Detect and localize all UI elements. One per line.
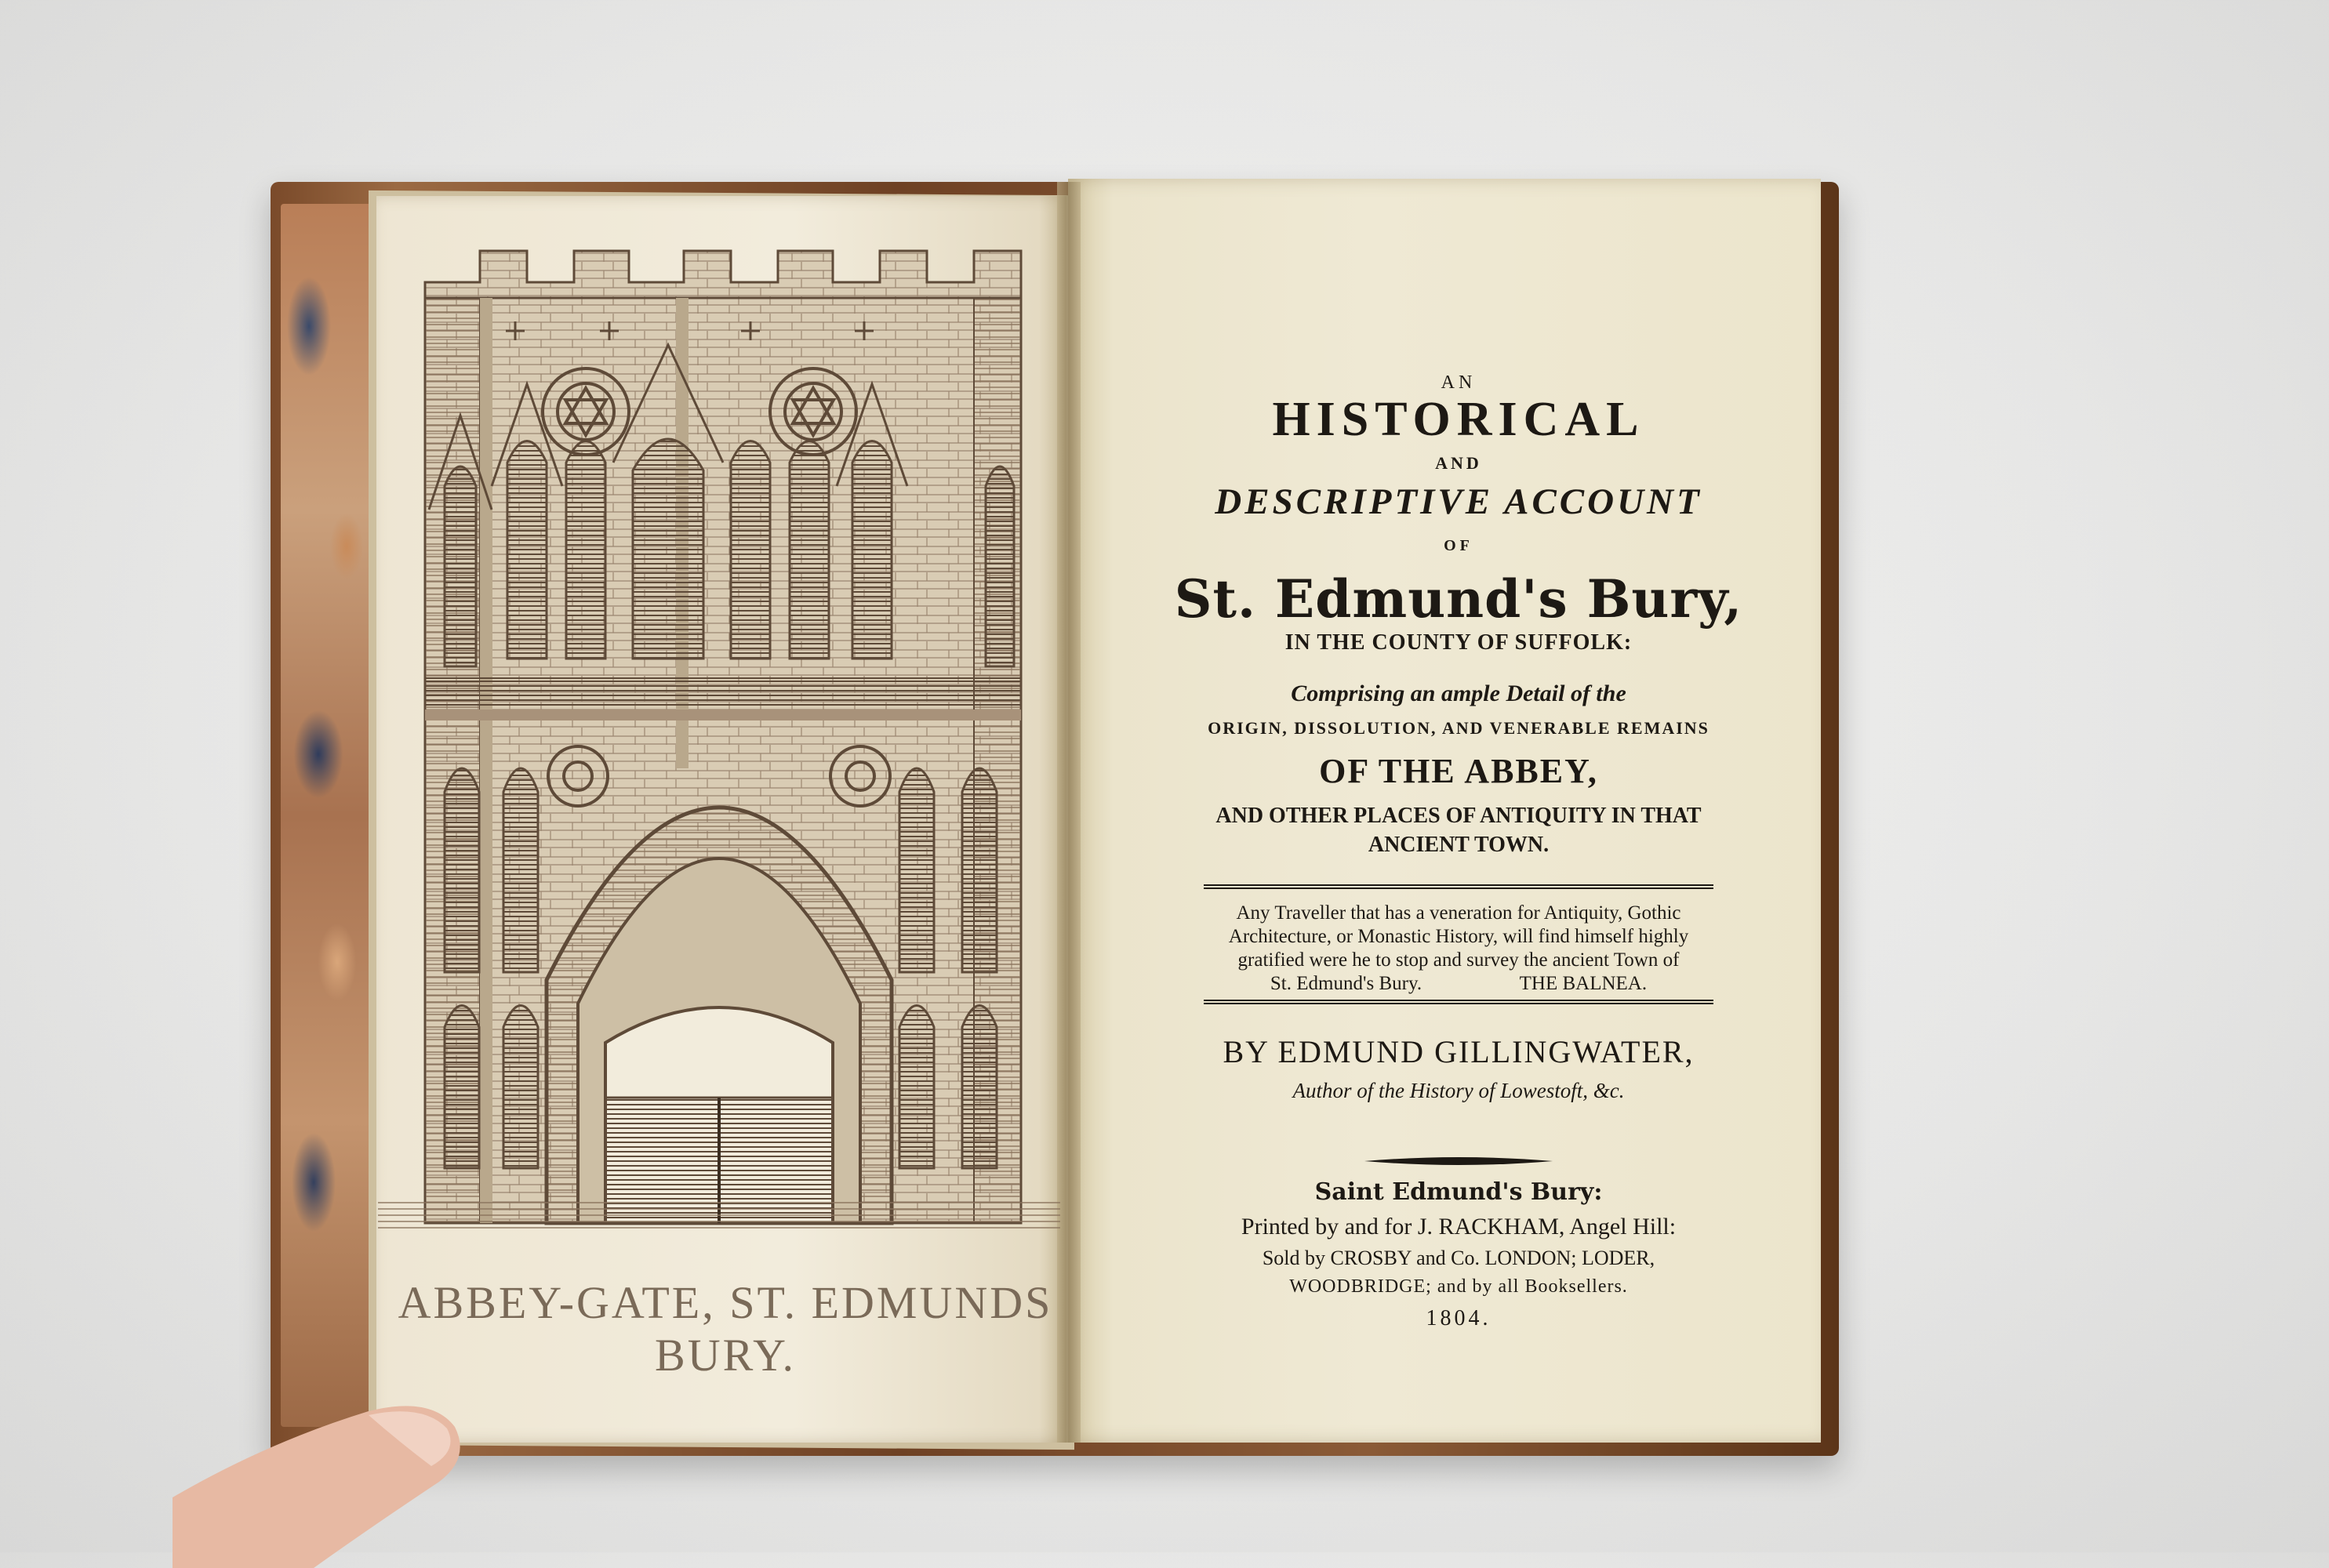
imprint-woodbridge: WOODBRIDGE; and by all Booksellers.	[1289, 1276, 1628, 1297]
title-of: OF	[1444, 537, 1473, 554]
engraving-caption: ABBEY-GATE, ST. EDMUNDS BURY.	[398, 1277, 1053, 1381]
epigraph-line: St. Edmund's Bury. THE BALNEA.	[1270, 973, 1648, 994]
top-double-rule	[1204, 884, 1713, 889]
abbey-gate-engraving	[378, 227, 1060, 1231]
imprint-place: Saint Edmund's Bury:	[1314, 1178, 1603, 1206]
title-an: AN	[1441, 372, 1477, 393]
ornament-rule	[1129, 1151, 1788, 1174]
epigraph	[1129, 902, 1788, 996]
imprint-year: 1804.	[1426, 1306, 1492, 1330]
epigraph-line: gratified were he to stop and survey the ancient Town of	[1237, 949, 1680, 971]
title-and: AND	[1435, 453, 1482, 473]
author-note: Author of the History of Lowestoft, &c.	[1292, 1079, 1625, 1102]
marbled-endpaper	[281, 204, 375, 1427]
title-county: IN THE COUNTY OF SUFFOLK:	[1284, 630, 1633, 655]
imprint-sold: Sold by CROSBY and Co. LONDON; LODER,	[1262, 1247, 1655, 1269]
epigraph-line: Architecture, or Monastic History, will find himself highly	[1228, 926, 1689, 947]
epigraph-line: Any Traveller that has a veneration for Antiquity, Gothic	[1236, 902, 1681, 924]
finger	[173, 1380, 471, 1568]
title-other-line1: AND OTHER PLACES OF ANTIQUITY IN THAT	[1215, 804, 1702, 828]
ornament-icon	[1364, 1153, 1553, 1169]
imprint-printed: Printed by and for J. RACKHAM, Angel Hill:	[1241, 1214, 1677, 1240]
title-origin: ORIGIN, DISSOLUTION, AND VENERABLE REMAINS	[1208, 718, 1710, 738]
title-place: St. Edmund's Bury,	[1174, 568, 1743, 630]
book-gutter	[1057, 182, 1081, 1443]
title-abbey: OF THE ABBEY,	[1319, 752, 1598, 790]
title-other-line2: ANCIENT TOWN.	[1368, 833, 1550, 857]
title-comprising: Comprising an ample Detail of the	[1291, 681, 1626, 706]
bottom-double-rule	[1204, 1000, 1713, 1004]
title-descriptive: DESCRIPTIVE ACCOUNT	[1215, 481, 1702, 522]
title-historical: HISTORICAL	[1272, 393, 1645, 446]
title-author: BY EDMUND GILLINGWATER,	[1223, 1034, 1695, 1069]
